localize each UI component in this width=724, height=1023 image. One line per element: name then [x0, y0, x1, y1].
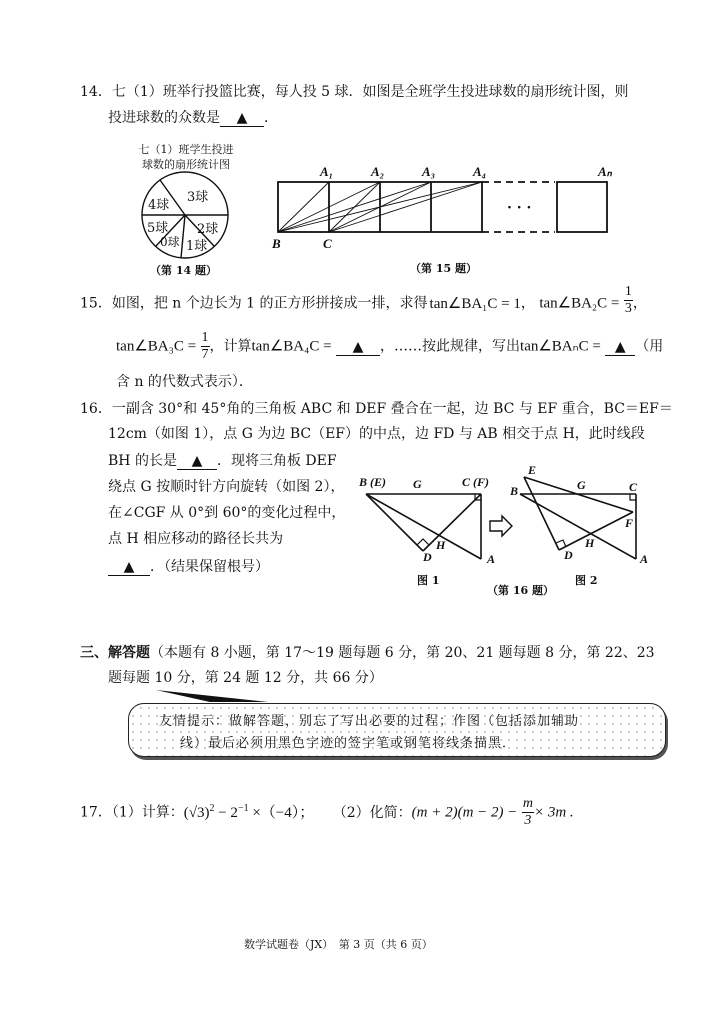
label-C: C [323, 236, 332, 251]
q15-figure-caption: （第 15 题） [410, 262, 477, 275]
fig2-label-D: D [564, 548, 573, 562]
section3-heading: 三、解答题 [80, 645, 150, 661]
q17-expr2-fraction [522, 796, 534, 829]
q17-expr1-base: (√3) [183, 804, 210, 821]
label-B: B [272, 236, 281, 251]
pie-sector-2: 2球 [197, 222, 219, 237]
fig2-label-C: C [629, 480, 638, 494]
q17-expr1 [183, 802, 315, 821]
q14-line2-prefix: 投进球数的众数是 [108, 110, 220, 126]
q16-line3-suffix: ．现将三角板 DEF [216, 453, 337, 469]
bubble-pointer [156, 690, 268, 702]
section3-desc1: （本题有 8 小题，第 17～19 题每题 6 分，第 20、21 题每题 8 分，第 22、23 [150, 645, 655, 661]
q16-figure-caption: （第 16 题） [487, 584, 554, 597]
page-footer: 数学试题卷（JX） 第 3 页（共 6 页） [244, 938, 433, 951]
pie-sector-0: 0球 [160, 235, 180, 249]
q17-expr1-exp2: −1 [237, 802, 249, 814]
label-An: Aₙ [598, 164, 612, 179]
q16-line1: 16．一副含 30°和 45°角的三角板 ABC 和 DEF 叠合在一起，边 BC 与 EF 重合，BC＝EF＝ [80, 401, 673, 417]
label-A4: A₄ [473, 164, 487, 179]
q16-line6: 点 H 相应移动的路径长共为 [108, 531, 284, 547]
q15-mid2: ，……按此规律，写出 [380, 338, 521, 355]
fig2-label-A: A [640, 552, 649, 566]
q17-expr2: (m + 2)(m − 2) − [411, 804, 518, 821]
q15-eq4: tan∠BA₄C = [251, 338, 332, 355]
q16-line4: 绕点 G 按顺时针方向旋转（如图 2）， [108, 479, 345, 495]
label-A2: A₂ [371, 164, 385, 179]
q15-line1: 15．如图，把 n 个边长为 1 的正方形拼接成一排，求得 tan∠BA₁C = 1， tan∠BA₂C = $\frac{1}{3}$ ， [80, 284, 647, 316]
tip-line2: 线）最后必须用黑色字迹的签字笔或钢笔将线条描黑． [180, 736, 517, 751]
pie-title-line2: 球数的扇形统计图 [142, 158, 230, 171]
q17-expr2-num: m [522, 796, 533, 811]
q14-figure-caption: （第 14 题） [150, 264, 217, 277]
fig2-label-E: E [528, 463, 537, 477]
q15-blank1: ▲ [336, 339, 380, 356]
q17-part2: （2）化简： [332, 804, 412, 821]
fig1-label-C: C (F) [462, 475, 489, 489]
q15-eq2-num: 1 [624, 284, 632, 299]
q15-eq2: tan∠BA₂C = [539, 295, 620, 312]
pie-sector-4: 4球 [148, 198, 170, 213]
fig1-label-B: B (E) [359, 475, 386, 489]
q16-line3-prefix: BH 的长是 [108, 453, 177, 469]
q17-expr2-den: 3 [524, 813, 532, 828]
q15-eqn: tan∠BAₙC = [520, 338, 601, 355]
fig2-label-F: F [625, 516, 634, 530]
pie-sector-3: 3球 [187, 190, 209, 205]
q17-expr1-tail: ×（−4）； [248, 804, 315, 821]
fig2-label-G: G [577, 478, 586, 492]
pie-sector-5: 5球 [147, 221, 169, 236]
fig1-label-D: D [423, 550, 432, 564]
q14-line2-suffix: ． [264, 110, 278, 126]
q16-line5: 在∠CGF 从 0°到 60°的变化过程中， [108, 505, 346, 521]
q16-blank2: ▲ [108, 559, 150, 576]
fig2-caption: 图 2 [575, 574, 598, 587]
fig1-label-A: A [487, 552, 496, 566]
q15-eq3-den: 7 [201, 347, 209, 362]
tip-bubble [128, 703, 666, 757]
q16-line2: 12cm（如图 1），点 G 为边 BC（EF）的中点，边 FD 与 AB 相交于点 H，此时线段 [108, 426, 645, 442]
q15-eq1: tan∠BA₁C = 1 [429, 295, 521, 312]
q15-line3: 含 n 的代数式表示）． [116, 374, 253, 390]
q15-eq2-den: 3 [624, 301, 632, 316]
q17-line [80, 796, 574, 829]
q14-answer-blank: ▲ [220, 110, 264, 127]
q17-expr1-mid: − 2 [214, 804, 238, 821]
q15-blank2: ▲ [605, 339, 635, 356]
tip-line1: 友情提示：做解答题，别忘了写出必要的过程；作图（包括添加辅助 [159, 714, 580, 729]
ellipsis: · · · [507, 200, 532, 216]
q15-eq3-num: 1 [201, 330, 209, 345]
section3-desc2: 题每题 10 分，第 24 题 12 分，共 66 分） [108, 670, 383, 686]
fig2-label-H: H [585, 536, 595, 550]
q16-blank1: ▲ [177, 453, 217, 470]
label-A1: A₁ [320, 164, 334, 179]
q15-eq3: tan∠BA₃C = [116, 338, 197, 355]
q17-prefix: 17．（1）计算： [80, 804, 184, 821]
fig1-label-G: G [413, 477, 422, 491]
q14-line1: 14．七（1）班举行投篮比赛，每人投 5 球．如图是全班学生投进球数的扇形统计图，则 [80, 84, 629, 100]
pie-title-line1: 七（1）班学生投进 [138, 143, 234, 156]
q15-line1-text: 15．如图，把 n 个边长为 1 的正方形拼接成一排，求得 [80, 295, 428, 312]
fig2-label-B: B [510, 484, 519, 498]
pie-sector-1: 1球 [186, 239, 208, 254]
label-A3: A₃ [422, 164, 436, 179]
fig1-caption: 图 1 [417, 574, 440, 587]
fig1-label-H: H [436, 538, 446, 552]
q17-expr2-tail: × 3m . [533, 804, 574, 821]
q16-line7-suffix: ．（结果保留根号） [150, 559, 269, 575]
q15-tail1: （用 [635, 338, 664, 355]
q15-mid1: ，计算 [209, 338, 252, 355]
q17-expr1-exp: 2 [209, 802, 215, 814]
